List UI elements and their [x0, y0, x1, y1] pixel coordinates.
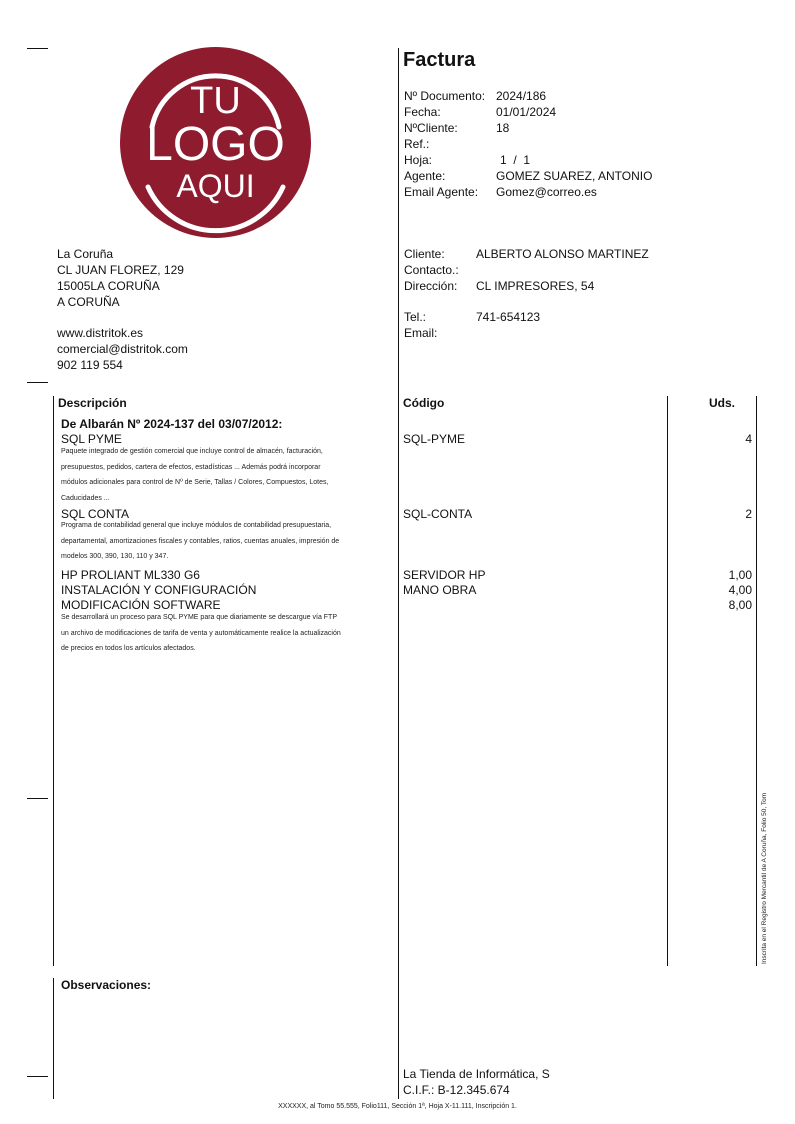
footer-registry: XXXXXX, al Tomo 55.555, Folio111, Sección 1ª, Hoja X-11.111, Inscripción 1. — [278, 1103, 517, 1110]
company-address-line: A CORUÑA — [57, 295, 120, 309]
item-description-line: departamental, amortizaciones fiscales y contables, ratios, cuentas anuales, impresión de — [61, 537, 340, 545]
item-name: HP PROLIANT ML330 G6 — [61, 568, 200, 582]
table-left-border — [53, 396, 54, 966]
invoice-page: 1 / 1 — [500, 153, 531, 167]
invoice-document-number: 2024/186 — [496, 89, 547, 103]
invoice-title: Factura — [403, 49, 476, 71]
fold-mark-lower — [27, 798, 48, 799]
client-label-phone: Tel.: — [404, 310, 427, 324]
footer-cif: C.I.F.: B-12.345.674 — [403, 1083, 510, 1097]
item-units: 2 — [745, 507, 752, 521]
item-description-line: Programa de contabilidad general que incluye módulos de contabilidad presupuestaria, — [61, 522, 332, 529]
item-name: SQL CONTA — [61, 507, 130, 521]
item-description-line: Paquete integrado de gestión comercial que incluye control de almacén, facturación, — [61, 448, 323, 455]
item-description-line: de precios en todos los artículos afectados. — [61, 645, 196, 652]
company-address — [57, 246, 184, 310]
column-header-description: Descripción — [58, 396, 127, 410]
company-contact — [57, 325, 188, 373]
item-code: SERVIDOR HP — [403, 568, 486, 582]
item-units: 8,00 — [728, 598, 752, 612]
invoice-label-page: Hoja: — [404, 153, 433, 167]
company-address-line: CL JUAN FLOREZ, 129 — [57, 263, 184, 277]
item-code: SQL-CONTA — [403, 507, 473, 521]
column-header-code: Código — [403, 396, 445, 410]
observations-left-border — [53, 978, 54, 1099]
item-code: SQL-PYME — [403, 432, 466, 446]
invoice-label-agent: Agente: — [404, 169, 446, 183]
client-name: ALBERTO ALONSO MARTINEZ — [476, 247, 649, 261]
units-column-border — [667, 396, 668, 966]
company-phone: 902 119 554 — [57, 358, 123, 372]
logo-text-logo: LOGO — [146, 118, 285, 171]
item-units: 4,00 — [728, 583, 752, 597]
table-right-border — [756, 396, 757, 966]
footer-company-name: La Tienda de Informática, S — [403, 1067, 550, 1081]
item-name: SQL PYME — [61, 432, 122, 446]
company-address-line: La Coruña — [57, 247, 114, 261]
item-units: 4 — [745, 432, 752, 446]
invoice-label-document: Nº Documento: — [404, 89, 486, 103]
invoice-agent-email: Gomez@correo.es — [496, 185, 597, 199]
albaran-reference: De Albarán Nº 2024-137 del 03/07/2012: — [61, 417, 283, 431]
item-description-line: presupuestos, pedidos, cartera de efectos, estadísticas ... Además podrá incorporar — [61, 463, 321, 471]
item-units: 1,00 — [728, 568, 752, 582]
item-description-line: módulos adicionales para control de Nº de Serie, Tallas / Colores, Compuestos, Lotes, — [61, 479, 329, 486]
item-description-line: un archivo de modificaciones de tarifa de venta y automáticamente realice la actualización — [61, 629, 341, 637]
item-description — [61, 444, 328, 506]
client-label-name: Cliente: — [404, 247, 445, 261]
fold-mark-upper — [27, 382, 48, 383]
item-description-line: Caducidades ... — [61, 494, 110, 502]
client-phone: 741-654123 — [476, 310, 541, 324]
invoice-client-number: 18 — [496, 121, 510, 135]
company-logo — [120, 47, 311, 238]
item-name: INSTALACIÓN Y CONFIGURACIÓN — [61, 583, 257, 597]
item-name: MODIFICACIÓN SOFTWARE — [61, 598, 221, 612]
column-header-units: Uds. — [709, 396, 736, 410]
fold-mark-bottom — [27, 1076, 48, 1077]
invoice-label-agent-email: Email Agente: — [404, 185, 479, 199]
company-website[interactable]: www.distritok.es — [57, 326, 144, 340]
registry-side-note: Inscrita en el Registro Mercantil de A Coruña, Folio 50, Tom — [761, 792, 768, 964]
logo-text-tu: TU — [190, 80, 241, 122]
item-description — [61, 610, 341, 657]
item-description-line: modelos 300, 390, 130, 110 y 347. — [61, 553, 169, 560]
invoice-date: 01/01/2024 — [496, 105, 557, 119]
invoice-label-client-number: NºCliente: — [404, 121, 458, 135]
client-address: CL IMPRESORES, 54 — [476, 279, 595, 293]
client-label-address: Dirección: — [404, 279, 458, 293]
invoice-label-date: Fecha: — [404, 105, 441, 119]
center-divider — [398, 48, 399, 1099]
client-label-contact: Contacto.: — [404, 263, 459, 277]
invoice-agent: GOMEZ SUAREZ, ANTONIO — [496, 169, 653, 183]
item-description — [61, 518, 339, 565]
item-description-line: Se desarrollará un proceso para SQL PYME para que diariamente se descargue vía FTP — [61, 614, 337, 621]
invoice-label-ref: Ref.: — [404, 137, 430, 151]
company-address-line: 15005LA CORUÑA — [57, 279, 160, 293]
item-code: MANO OBRA — [403, 583, 477, 597]
client-label-email: Email: — [404, 326, 438, 340]
fold-mark-top — [27, 48, 48, 49]
company-email[interactable]: comercial@distritok.com — [57, 342, 188, 356]
observations-label: Observaciones: — [61, 978, 152, 992]
logo-text-aqui: AQUI — [176, 168, 255, 204]
